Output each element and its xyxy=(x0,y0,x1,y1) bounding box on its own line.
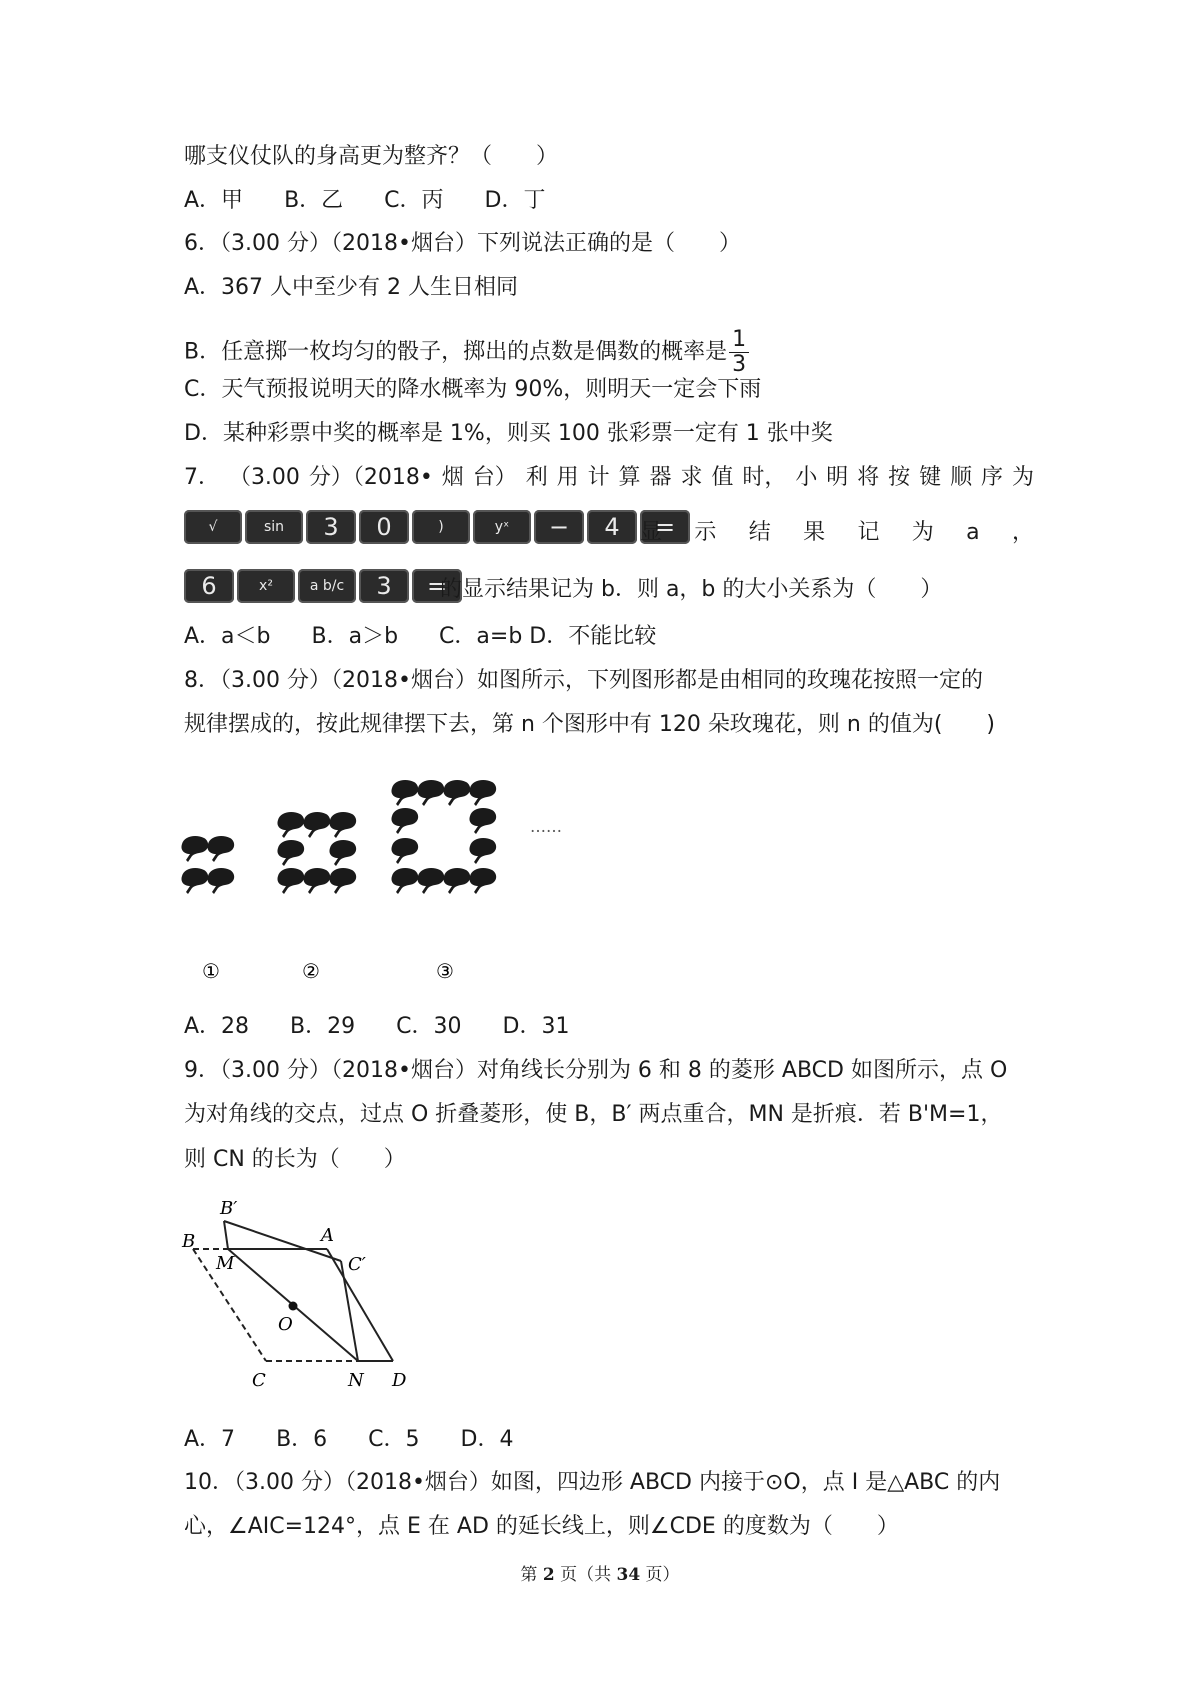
rhombus-fold-figure xyxy=(176,1186,446,1400)
q7-options xyxy=(184,622,690,652)
digit-6-key: 6 xyxy=(184,569,234,603)
q9-option-b: B．6 xyxy=(276,1427,328,1452)
q8-option-b: B．29 xyxy=(290,1014,356,1039)
label-m: M xyxy=(216,1253,235,1274)
label-c: C xyxy=(252,1370,266,1391)
q6-option-c: C．天气预报说明天的降水概率为 90%，则明天一定会下雨 xyxy=(184,377,762,402)
q6-option-d: D．某种彩票中奖的概率是 1%，则买 100 张彩票一定有 1 张中奖 xyxy=(184,421,833,446)
q8-options xyxy=(184,1012,603,1042)
figure-label-1: ① xyxy=(202,959,220,983)
q7-text: 为 xyxy=(1011,465,1034,490)
figure-2 xyxy=(277,812,356,894)
q8-option-d: D．31 xyxy=(502,1014,570,1039)
q6-option-a: A．367 人中至少有 2 人生日相同 xyxy=(184,275,519,300)
digit-3-key: 3 xyxy=(306,510,356,544)
square-key: x² xyxy=(237,569,295,603)
page-footer xyxy=(0,1560,1200,1585)
figure-3 xyxy=(391,780,496,894)
label-n: N xyxy=(348,1370,364,1391)
label-o: O xyxy=(278,1314,293,1335)
q9-option-a: A．7 xyxy=(184,1427,236,1452)
q8-stem-2: 规律摆成的，按此规律摆下去，第 n 个图形中有 120 朵玫瑰花，则 n 的值为( ) xyxy=(184,712,996,737)
q6-option-b xyxy=(184,328,749,377)
q5-option-d: D．丁 xyxy=(484,188,546,213)
sqrt-key: √ xyxy=(184,510,242,544)
label-a: A xyxy=(321,1225,334,1246)
rose-pattern-figure xyxy=(180,770,620,1000)
q8-stem-1: 8．（3.00 分）（2018•烟台）如图所示，下列图形都是由相同的玫瑰花按照一定的 xyxy=(184,668,983,693)
q9-stem-3: 则 CN 的长为（ ） xyxy=(184,1147,406,1172)
q7-text: 烟 xyxy=(441,465,464,490)
q8-option-a: A．28 xyxy=(184,1014,250,1039)
q5-option-a: A．甲 xyxy=(184,188,244,213)
label-b: B xyxy=(182,1231,196,1252)
q6-stem: 6．（3.00 分）（2018•烟台）下列说法正确的是（ ） xyxy=(184,231,741,256)
q10-stem-2: 心，∠AIC=124°，点 E 在 AD 的延长线上，则∠CDE 的度数为（ ） xyxy=(184,1514,899,1539)
q7-text: 7． xyxy=(184,465,220,490)
fraction-key: a b/c xyxy=(298,569,356,603)
q7-text: 为 xyxy=(911,520,934,545)
equals-key: = xyxy=(640,510,690,544)
minus-key: − xyxy=(534,510,584,544)
q7-text: 键 xyxy=(919,465,942,490)
q7-line3: 的显示结果记为 b．则 a，b 的大小关系为（ ） xyxy=(440,577,943,602)
fraction-denominator: 3 xyxy=(732,352,747,377)
q7-text: ， xyxy=(1011,520,1034,545)
label-b-prime: B′ xyxy=(220,1198,238,1219)
q9-stem-2: 为对角线的交点，过点 O 折叠菱形，使 B，B′ 两点重合，MN 是折痕．若 B'M=1， xyxy=(184,1102,1003,1127)
sin-key: sin xyxy=(245,510,303,544)
q9-option-c: C．5 xyxy=(368,1427,420,1452)
calculator-keys-1 xyxy=(184,510,690,544)
q9-options xyxy=(184,1425,547,1455)
equals-key: = xyxy=(412,569,462,603)
q7-text: 序 xyxy=(981,465,1004,490)
q7-text: 小 xyxy=(795,465,818,490)
q9-stem-1: 9．（3.00 分）（2018•烟台）对角线长分别为 6 和 8 的菱形 ABCD 如图所示，点 O xyxy=(184,1058,1008,1083)
footer-mid: 页（共 xyxy=(554,1565,617,1585)
q7-text: 用 xyxy=(556,465,579,490)
q7-text: 算 xyxy=(618,465,641,490)
q7-text: 求 xyxy=(680,465,703,490)
q7-text: 结 xyxy=(748,520,771,545)
fraction-numerator: 1 xyxy=(729,328,749,353)
q6-option-b-text: B．任意掷一枚均匀的骰子，掷出的点数是偶数的概率是 xyxy=(184,339,728,365)
q8-option-c: C．30 xyxy=(396,1014,462,1039)
q7-text: 果 xyxy=(803,520,826,545)
q10-stem-1: 10．（3.00 分）（2018•烟台）如图，四边形 ABCD 内接于⊙O，点 I 是△ABC 的内 xyxy=(184,1470,1001,1495)
q7-option-cd: C．a=b D．不能比较 xyxy=(439,624,657,649)
ellipsis: …… xyxy=(530,817,562,836)
digit-3-key: 3 xyxy=(359,569,409,603)
footer-pre: 第 xyxy=(520,1565,543,1585)
calculator-keys-2 xyxy=(184,569,462,603)
q7-text: （3.00 xyxy=(228,465,300,490)
q7-text: 顺 xyxy=(950,465,973,490)
q7-text: 明 xyxy=(826,465,849,490)
q5-tail: 哪支仪仗队的身高更为整齐？（ ） xyxy=(184,144,559,169)
q7-text: 将 xyxy=(857,465,880,490)
q7-text: 记 xyxy=(857,520,880,545)
fraction xyxy=(729,328,749,377)
figure-label-2: ② xyxy=(302,959,320,983)
q7-text: 示 xyxy=(694,520,717,545)
q7-text: 分）（2018• xyxy=(308,465,433,490)
q7-text: 值 xyxy=(711,465,734,490)
q7-line1 xyxy=(184,463,1034,493)
close-paren-key: ) xyxy=(412,510,470,544)
q9-option-d: D．4 xyxy=(460,1427,514,1452)
footer-post: 页） xyxy=(640,1565,680,1585)
point-o xyxy=(289,1302,298,1311)
page-number: 2 xyxy=(542,1565,555,1585)
q7-text: 器 xyxy=(649,465,672,490)
q7-option-a: A．a＜b xyxy=(184,624,271,649)
q5-options xyxy=(184,186,579,216)
q7-option-b: B．a＞b xyxy=(311,624,399,649)
digit-0-key: 0 xyxy=(359,510,409,544)
figure-1 xyxy=(181,836,234,894)
q5-option-b: B．乙 xyxy=(284,188,344,213)
q5-option-c: C．丙 xyxy=(384,188,444,213)
q7-text: 时， xyxy=(742,465,787,490)
q7-text: 利 xyxy=(525,465,548,490)
power-key: yˣ xyxy=(473,510,531,544)
digit-4-key: 4 xyxy=(587,510,637,544)
q7-text: a xyxy=(966,520,980,545)
q7-text: 显 xyxy=(640,520,663,545)
label-d: D xyxy=(392,1370,407,1391)
q7-text: 按 xyxy=(888,465,911,490)
total-pages: 34 xyxy=(616,1565,641,1585)
label-c-prime: C′ xyxy=(348,1254,366,1275)
figure-label-3: ③ xyxy=(436,959,454,983)
q7-line2 xyxy=(640,518,1034,548)
q7-text: 计 xyxy=(587,465,610,490)
q7-text: 台） xyxy=(472,465,517,490)
